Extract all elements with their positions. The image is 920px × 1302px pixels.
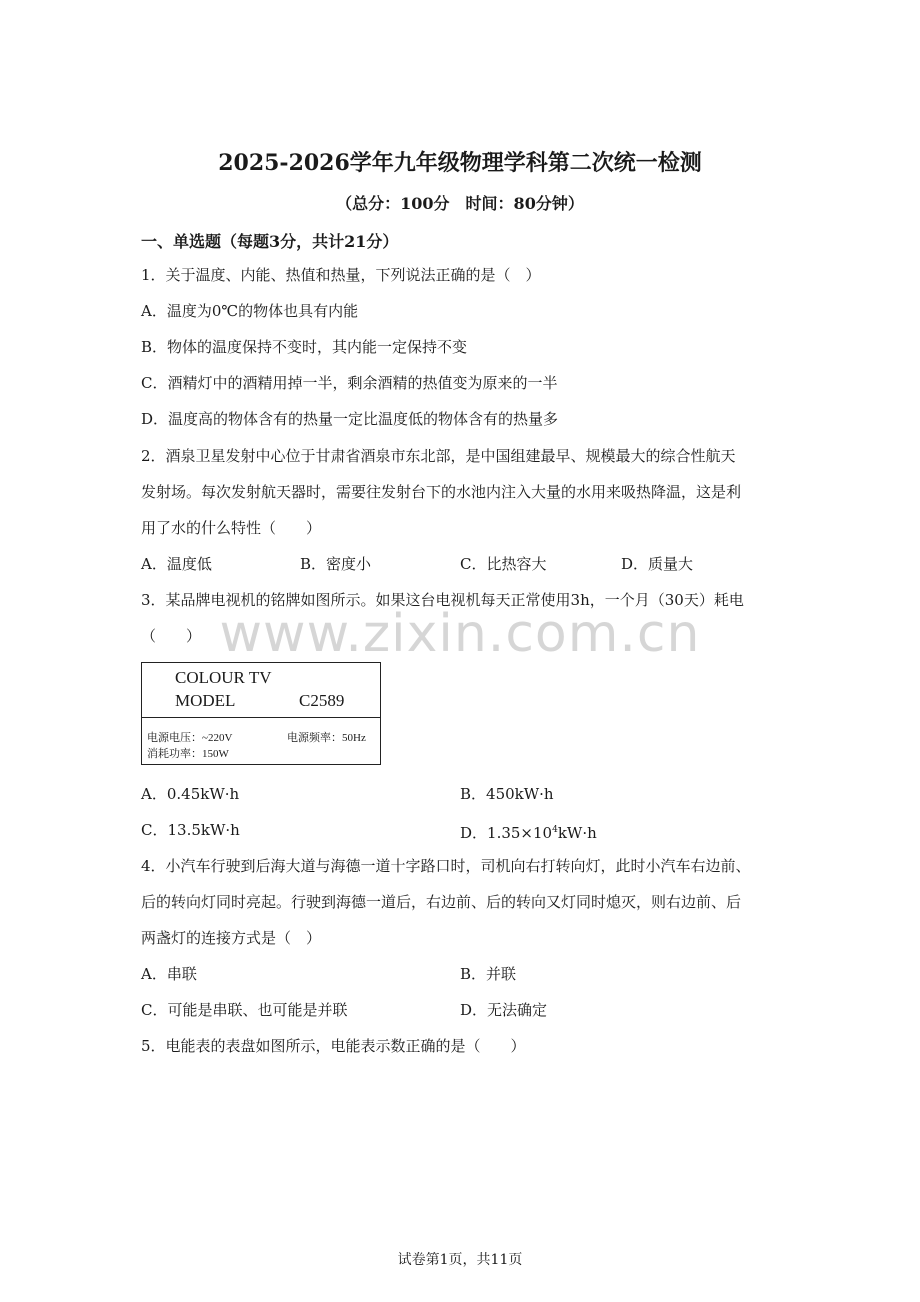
q3-option-d-exponent: 4 bbox=[552, 825, 558, 835]
tv-nameplate-figure bbox=[141, 662, 381, 765]
section-heading: 一、单选题（每题3分，共计21分） bbox=[141, 232, 399, 251]
nameplate-model-value: C2589 bbox=[299, 691, 345, 710]
q1-option-a: A．温度为0℃的物体也具有内能 bbox=[141, 302, 359, 320]
nameplate-product-line: COLOUR TV bbox=[175, 668, 272, 687]
nameplate-model-label: MODEL bbox=[175, 691, 236, 710]
q3-option-d-prefix: D．1.35×10 bbox=[460, 824, 553, 842]
q3-option-a: A．0.45kW·h bbox=[141, 785, 240, 803]
q2-stem-line-1: 2．酒泉卫星发射中心位于甘肃省酒泉市东北部，是中国组建最早、规模最大的综合性航天 bbox=[141, 447, 736, 465]
q2-stem-line-3: 用了水的什么特性（ ） bbox=[141, 519, 322, 537]
q2-option-d: D．质量大 bbox=[621, 555, 694, 573]
q4-stem-line-3: 两盏灯的连接方式是（ ） bbox=[141, 929, 322, 947]
q2-option-c: C．比热容大 bbox=[460, 555, 547, 573]
q4-option-d: D．无法确定 bbox=[460, 1001, 548, 1019]
page-footer: 试卷第1页，共11页 bbox=[397, 1252, 523, 1268]
q3-stem-line-2: （ ） bbox=[141, 627, 202, 645]
q2-option-a: A．温度低 bbox=[141, 555, 212, 573]
q4-stem-line-2: 后的转向灯同时亮起。行驶到海德一道后，右边前、后的转向又灯同时熄灭，则右边前、后 bbox=[141, 893, 742, 911]
nameplate-power: 消耗功率：150W bbox=[147, 748, 229, 760]
q1-stem: 1．关于温度、内能、热值和热量，下列说法正确的是（ ） bbox=[141, 266, 541, 284]
nameplate-frequency: 电源频率：50Hz bbox=[287, 732, 366, 744]
q3-option-d-suffix: kW·h bbox=[557, 824, 597, 842]
q4-option-c: C．可能是串联、也可能是并联 bbox=[141, 1001, 348, 1019]
q1-option-c: C．酒精灯中的酒精用掉一半，剩余酒精的热值变为原来的一半 bbox=[141, 374, 558, 392]
exam-title: 2025-2026学年九年级物理学科第二次统一检测 bbox=[218, 150, 702, 176]
q3-option-c: C．13.5kW·h bbox=[141, 821, 240, 839]
exam-subtitle: （总分：100分 时间：80分钟） bbox=[336, 194, 584, 213]
q4-stem-line-1: 4．小汽车行驶到后海大道与海德一道十字路口时，司机向右打转向灯，此时小汽车右边前、 bbox=[141, 857, 751, 875]
q1-option-d: D．温度高的物体含有的热量一定比温度低的物体含有的热量多 bbox=[141, 410, 559, 428]
q4-option-a: A．串联 bbox=[141, 965, 197, 983]
q3-option-d bbox=[460, 820, 597, 843]
q3-stem-line-1: 3．某品牌电视机的铭牌如图所示。如果这台电视机每天正常使用3h，一个月（30天）耗电 bbox=[141, 591, 744, 609]
q1-option-b: B．物体的温度保持不变时，其内能一定保持不变 bbox=[141, 338, 468, 356]
nameplate-voltage: 电源电压：~220V bbox=[147, 732, 233, 744]
q2-option-b: B．密度小 bbox=[300, 555, 372, 573]
nameplate-divider bbox=[142, 717, 380, 718]
q5-stem: 5．电能表的表盘如图所示，电能表示数正确的是（ ） bbox=[141, 1037, 526, 1055]
q3-option-b: B．450kW·h bbox=[460, 785, 554, 803]
q2-stem-line-2: 发射场。每次发射航天器时，需要往发射台下的水池内注入大量的水用来吸热降温，这是利 bbox=[141, 483, 742, 501]
watermark: www.zixin.com.cn bbox=[219, 604, 701, 664]
q4-option-b: B．并联 bbox=[460, 965, 517, 983]
